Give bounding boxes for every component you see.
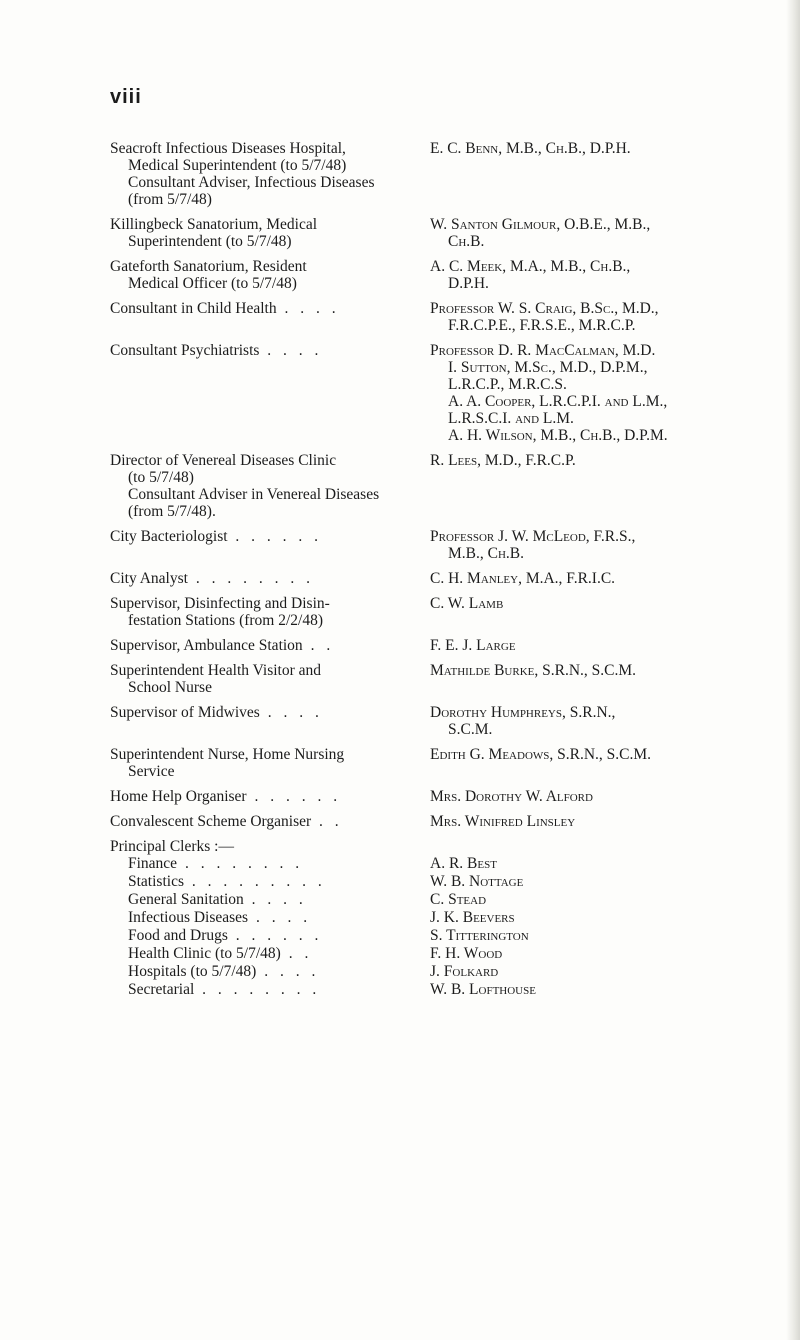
name-line: Professor J. W. McLeod, F.R.S., [430, 528, 636, 545]
position-line: Supervisor, Ambulance Station . . [110, 637, 335, 654]
entry-row [110, 342, 750, 444]
name-line: Edith G. Meadows, S.R.N., S.C.M. [430, 746, 652, 763]
entry-row [110, 452, 750, 520]
position-line: Consultant Psychiatrists . . . . [110, 342, 323, 359]
clerk-department: Statistics . . . . . . . . . [128, 873, 326, 890]
name-line: S.C.M. [448, 721, 493, 738]
position-line: City Analyst . . . . . . . . [110, 570, 314, 587]
entry-row [110, 662, 750, 696]
position-line: Consultant in Child Health . . . . [110, 300, 340, 317]
officer-name [430, 216, 748, 250]
clerk-name: W. B. Nottage [430, 873, 524, 890]
position-line: Home Help Organiser . . . . . . [110, 788, 342, 805]
clerk-row [110, 855, 750, 872]
leader-dots: . . [302, 637, 335, 654]
position-line: Superintendent Nurse, Home Nursing [110, 746, 345, 763]
clerk-department: Secretarial . . . . . . . . [128, 981, 321, 998]
position-title [110, 704, 430, 738]
name-line: E. C. Benn, M.B., Ch.B., D.P.H. [430, 140, 631, 157]
position-title [110, 788, 430, 805]
name-line: Dorothy Humphreys, S.R.N., [430, 704, 616, 721]
name-line: R. Lees, M.D., F.R.C.P. [430, 452, 576, 469]
clerk-name: J. K. Beevers [430, 909, 515, 926]
name-line: A. H. Wilson, M.B., Ch.B., D.P.M. [448, 427, 668, 444]
position-line: (from 5/7/48). [128, 503, 216, 520]
officer-name [430, 342, 748, 444]
clerk-department: Infectious Diseases . . . . [128, 909, 312, 926]
position-title [110, 813, 430, 830]
leader-dots: . . . . . . [227, 927, 323, 944]
name-line: F.R.C.P.E., F.R.S.E., M.R.C.P. [448, 317, 636, 334]
position-line: festation Stations (from 2/2/48) [128, 612, 324, 629]
position-line: Medical Superintendent (to 5/7/48) [128, 157, 347, 174]
entry-row [110, 140, 750, 208]
entry-row [110, 570, 750, 587]
position-line: Consultant Adviser, Infectious Diseases [128, 174, 375, 191]
position-line: Convalescent Scheme Organiser . . [110, 813, 343, 830]
name-line: M.B., Ch.B. [448, 545, 524, 562]
position-title [110, 216, 430, 250]
position-line: Superintendent (to 5/7/48) [128, 233, 292, 250]
position-line: Supervisor of Midwives . . . . [110, 704, 323, 721]
page-edge-shadow [786, 0, 800, 1340]
clerk-name: F. H. Wood [430, 945, 503, 962]
name-line: C. W. Lamb [430, 595, 504, 612]
clerk-name: S. Titterington [430, 927, 529, 944]
position-line: Consultant Adviser in Venereal Diseases [128, 486, 380, 503]
officer-name [430, 662, 748, 696]
name-line: I. Sutton, M.Sc., M.D., D.P.M., [448, 359, 648, 376]
clerk-department: Food and Drugs . . . . . . [128, 927, 323, 944]
position-title [110, 140, 430, 208]
position-title [110, 342, 430, 444]
clerk-row [110, 891, 750, 908]
clerk-row [110, 981, 750, 998]
position-line: City Bacteriologist . . . . . . [110, 528, 323, 545]
officer-name [430, 140, 748, 208]
position-line: Director of Venereal Diseases Clinic [110, 452, 337, 469]
officer-name [430, 452, 748, 520]
entry-row [110, 300, 750, 334]
position-line: Superintendent Health Visitor and [110, 662, 322, 679]
leader-dots: . . . . . . [227, 528, 323, 545]
entry-row [110, 216, 750, 250]
leader-dots: . . . . . . [246, 788, 342, 805]
leader-dots: . . [280, 945, 313, 962]
officer-name [430, 637, 748, 654]
position-line: Killingbeck Sanatorium, Medical [110, 216, 318, 233]
clerk-row [110, 927, 750, 944]
leader-dots: . . . . [259, 704, 323, 721]
clerk-department: Hospitals (to 5/7/48) . . . . [128, 963, 320, 980]
position-line: Seacroft Infectious Diseases Hospital, [110, 140, 346, 157]
entry-row [110, 528, 750, 562]
clerks-heading: Principal Clerks :— [110, 838, 234, 855]
clerk-department: General Sanitation . . . . [128, 891, 307, 908]
clerk-row [110, 909, 750, 926]
leader-dots: . . . . . . . . [177, 855, 304, 872]
officer-name [430, 704, 748, 738]
clerk-department: Finance . . . . . . . . [128, 855, 304, 872]
officer-name [430, 528, 748, 562]
name-line: Mathilde Burke, S.R.N., S.C.M. [430, 662, 637, 679]
clerk-name: J. Folkard [430, 963, 499, 980]
officer-name [430, 788, 748, 805]
officer-name [430, 258, 748, 292]
position-line: (from 5/7/48) [128, 191, 212, 208]
entry-row [110, 788, 750, 805]
entry-row [110, 637, 750, 654]
position-line: Gateforth Sanatorium, Resident [110, 258, 307, 275]
clerk-name: A. R. Best [430, 855, 497, 872]
officer-name [430, 300, 748, 334]
leader-dots: . . . . [256, 963, 320, 980]
entry-row [110, 746, 750, 780]
entry-row [110, 704, 750, 738]
position-title [110, 746, 430, 780]
officer-name [430, 746, 748, 780]
entry-row [110, 258, 750, 292]
leader-dots: . . [311, 813, 343, 830]
position-line: School Nurse [128, 679, 212, 696]
leader-dots: . . . . . . . . [187, 570, 314, 587]
position-line: Medical Officer (to 5/7/48) [128, 275, 297, 292]
page-number: viii [110, 86, 142, 108]
position-title [110, 452, 430, 520]
clerk-row [110, 873, 750, 890]
staff-list [110, 140, 750, 999]
name-line: Professor D. R. MacCalman, M.D. [430, 342, 656, 359]
leader-dots: . . . . . . . . . [183, 873, 326, 890]
officer-name [430, 813, 748, 830]
clerk-name: W. B. Lofthouse [430, 981, 536, 998]
position-title [110, 570, 430, 587]
officer-name [430, 595, 748, 629]
clerk-name: C. Stead [430, 891, 487, 908]
name-line: D.P.H. [448, 275, 489, 292]
leader-dots: . . . . [276, 300, 340, 317]
position-line: (to 5/7/48) [128, 469, 194, 486]
name-line: Mrs. Winifred Linsley [430, 813, 576, 830]
leader-dots: . . . . . . . . [194, 981, 321, 998]
position-title [110, 595, 430, 629]
position-title [110, 258, 430, 292]
position-title [110, 300, 430, 334]
name-line: Ch.B. [448, 233, 485, 250]
leader-dots: . . . . [259, 342, 323, 359]
clerk-department: Health Clinic (to 5/7/48) . . [128, 945, 313, 962]
name-line: C. H. Manley, M.A., F.R.I.C. [430, 570, 616, 587]
entry-row [110, 813, 750, 830]
name-line: F. E. J. Large [430, 637, 516, 654]
leader-dots: . . . . [243, 891, 307, 908]
name-line: A. A. Cooper, L.R.C.P.I. and L.M., [448, 393, 668, 410]
position-line: Supervisor, Disinfecting and Disin- [110, 595, 330, 612]
name-line: Mrs. Dorothy W. Alford [430, 788, 593, 805]
position-title [110, 662, 430, 696]
position-title [110, 637, 430, 654]
entry-row [110, 595, 750, 629]
name-line: Professor W. S. Craig, B.Sc., M.D., [430, 300, 659, 317]
name-line: L.R.S.C.I. and L.M. [448, 410, 574, 427]
name-line: A. C. Meek, M.A., M.B., Ch.B., [430, 258, 631, 275]
leader-dots: . . . . [248, 909, 312, 926]
position-title [110, 528, 430, 562]
officer-name [430, 570, 748, 587]
clerk-row [110, 945, 750, 962]
clerk-row [110, 963, 750, 980]
position-line: Service [128, 763, 175, 780]
name-line: W. Santon Gilmour, O.B.E., M.B., [430, 216, 651, 233]
name-line: L.R.C.P., M.R.C.S. [448, 376, 567, 393]
